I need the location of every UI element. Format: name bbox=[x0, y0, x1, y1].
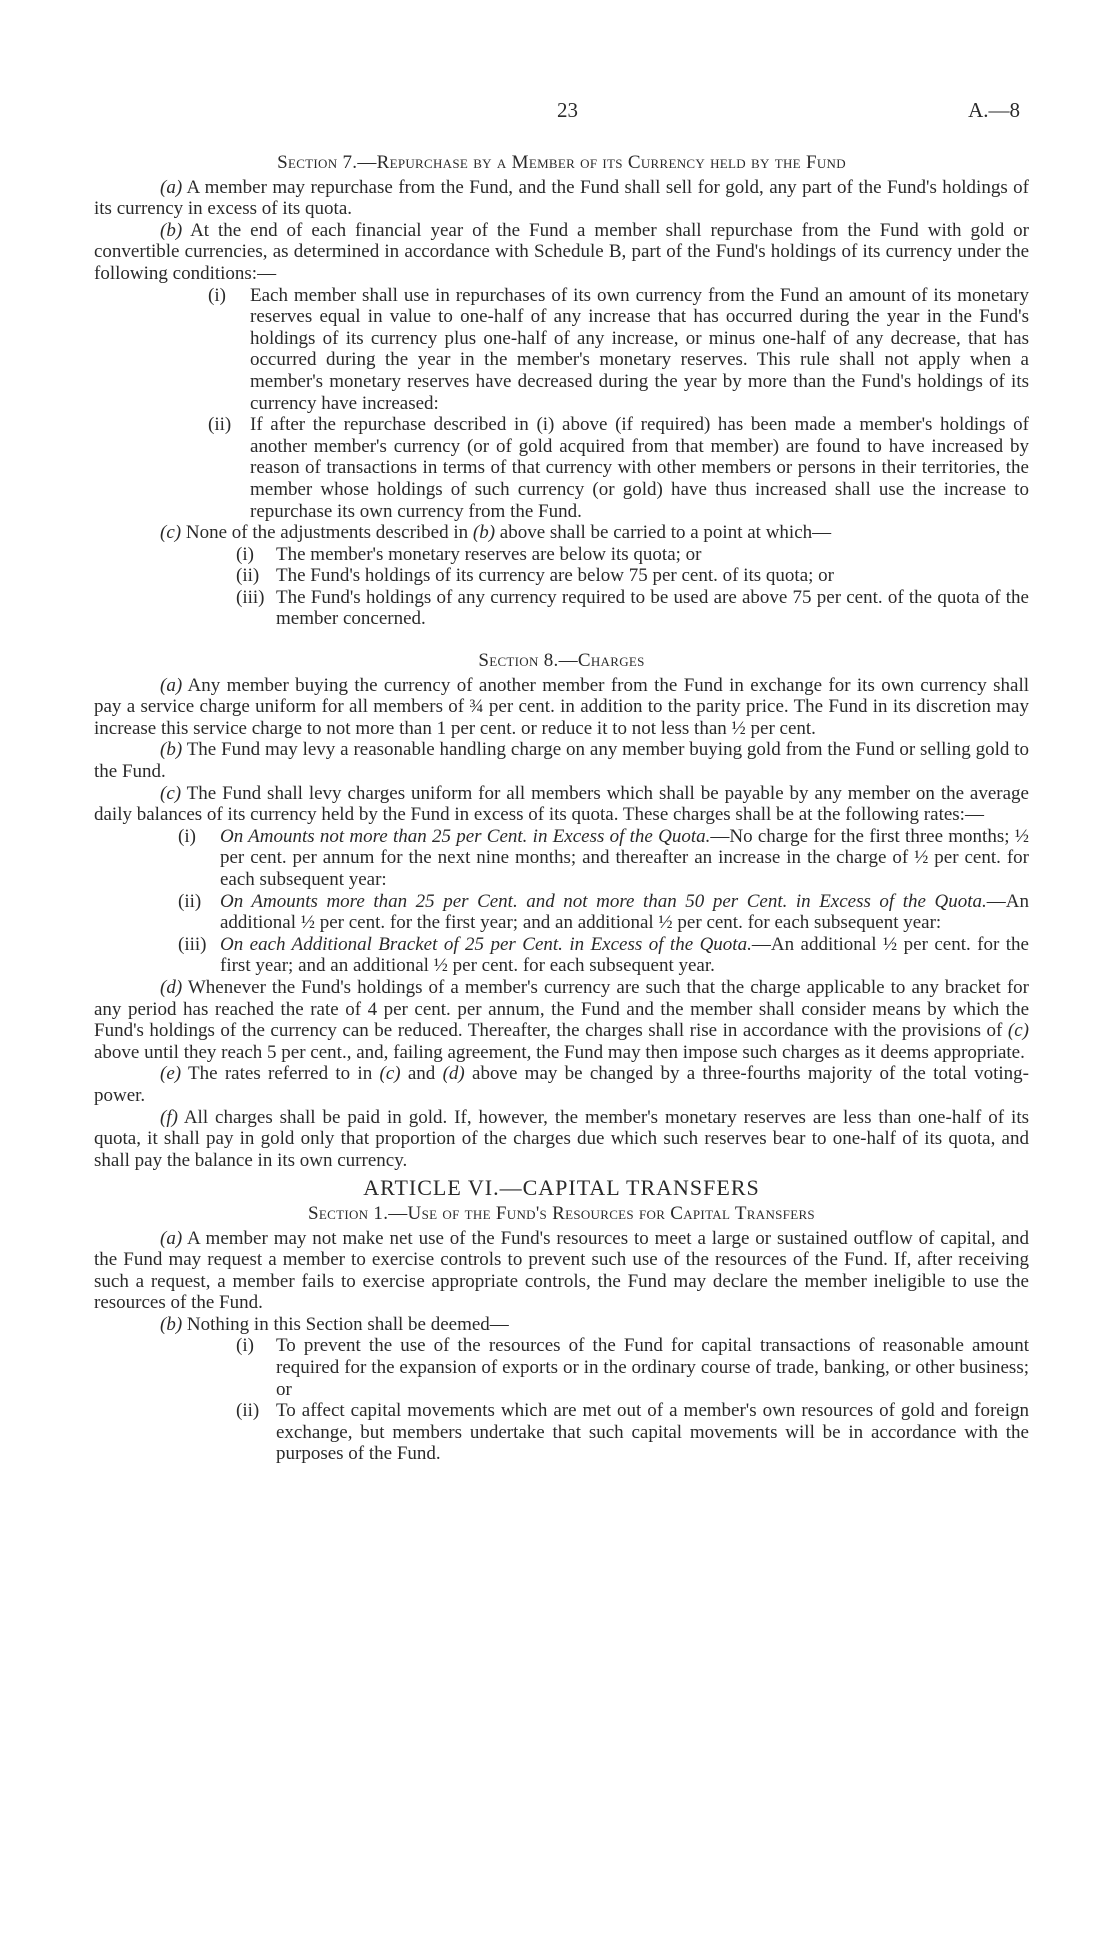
paragraph-text: All charges shall be paid in gold. If, however, the member's monetary reserves are less than one-half of its quota, it shall pay in gold only that proportion of the charges due which such reserves bear to one-half of its quota, and shall pay the balance in its own currency. bbox=[94, 1106, 1030, 1171]
item-text: —No charge for the first three months; ½ per cent. per annum for the next nine months; and thereafter an increase in the charge of ½ per cent. for each subsequent year: bbox=[220, 825, 1029, 890]
paragraph-text: The rates referred to in bbox=[188, 1063, 373, 1085]
paragraph-text: and bbox=[407, 1063, 436, 1085]
paragraph-label: (f) bbox=[160, 1106, 178, 1128]
article-6-paragraph-a bbox=[94, 1228, 1029, 1314]
item-text: Each member shall use in repurchases of its own currency from the Fund an amount of its monetary reserves equal in value to one-half of any increase that has occurred during the year in the Fund's holdings of its currency plus one-half of any increase, or minus one-half of any decrease, that has occurred during the year in the member's monetary reserves. This rule shall not apply when a member's monetary reserves have decreased during the year by more than the Fund's holdings of its currency have increased: bbox=[250, 284, 1029, 414]
section-7-heading: Section 7.—Repurchase by a Member of its Currency held by the Fund bbox=[277, 152, 846, 173]
paragraph-label: (c) bbox=[160, 782, 182, 804]
page-header bbox=[0, 98, 1114, 128]
article-6-b-item-ii bbox=[94, 1400, 1029, 1465]
item-label: (iii) bbox=[178, 933, 207, 955]
section-8-paragraph-a bbox=[94, 675, 1029, 740]
item-label: (i) bbox=[208, 284, 226, 306]
item-text: —An additional ½ per cent. for the first year; and an additional ½ per cent. for each subsequent year: bbox=[220, 890, 1029, 934]
cross-reference: (c) bbox=[1007, 1020, 1029, 1042]
cross-reference: (c) bbox=[379, 1063, 401, 1085]
item-text: The Fund's holdings of its currency are below 75 per cent. of its quota; or bbox=[276, 565, 834, 587]
section-8-paragraph-e bbox=[94, 1063, 1029, 1106]
paragraph-text: Whenever the Fund's holdings of a member's currency are such that the charge applicable to any bracket for any period has reached the rate of 4 per cent. per annum, the Fund and the member shall consider means by which the Fund's holdings of the currency can be reduced. Thereafter, the charges shall rise in accordance with the provisions of bbox=[94, 976, 1029, 1042]
section-8-c-item-iii bbox=[94, 934, 1029, 977]
section-7-paragraph-c bbox=[94, 522, 1029, 544]
item-title: On each Additional Bracket of 25 per Cent. in Excess of the Quota. bbox=[220, 933, 752, 955]
item-text: The member's monetary reserves are below its quota; or bbox=[276, 543, 702, 565]
article-6-section-1-heading: Section 1.—Use of the Fund's Resources for Capital Transfers bbox=[308, 1202, 815, 1224]
item-title: On Amounts more than 25 per Cent. and not more than 50 per Cent. in Excess of the Quota. bbox=[220, 890, 987, 912]
section-7-c-item-ii bbox=[94, 565, 1029, 587]
item-text: To affect capital movements which are met out of a member's own resources of gold and foreign exchange, but members undertake that such capital movements will be in accordance with the purposes of the Fund. bbox=[276, 1400, 1029, 1465]
section-8-c-item-ii bbox=[94, 891, 1029, 934]
paragraph-label: (a) bbox=[160, 1227, 183, 1249]
section-7-paragraph-b bbox=[94, 220, 1029, 285]
section-7-c-item-i bbox=[94, 544, 1029, 566]
item-label: (ii) bbox=[236, 565, 260, 587]
paragraph-text: A member may not make net use of the Fund's resources to meet a large or sustained outflow of capital, and the Fund may request a member to exercise controls to prevent such use of the resources of the Fund. If, after receiving such a request, a member fails to exercise appropriate controls, the Fund may declare the member ineligible to use the resources of the Fund. bbox=[94, 1227, 1029, 1314]
cross-reference: (b) bbox=[472, 522, 496, 544]
paragraph-text: At the end of each financial year of the Fund a member shall repurchase from the Fund with gold or convertible currencies, as determined in accordance with Schedule B, part of the Fund's holdings of its currency under the following conditions:— bbox=[94, 219, 1030, 284]
article-6-b-item-i bbox=[94, 1335, 1029, 1400]
paragraph-text: above until they reach 5 per cent., and, failing agreement, the Fund may then impose such charges as it deems appropriate. bbox=[94, 1041, 1025, 1063]
item-label: (i) bbox=[236, 1335, 254, 1357]
item-text: If after the repurchase described in (i) above (if required) has been made a member's holdings of another member's currency (or of gold acquired from that member) are found to have increased by reason of transactions in terms of that currency with other members or persons in their territories, the member whose holdings of such currency (or gold) have thus increased shall use the increase to repurchase its own currency from the Fund. bbox=[250, 414, 1029, 522]
paragraph-text: The Fund may levy a reasonable handling charge on any member buying gold from the Fund or selling gold to the Fund. bbox=[94, 739, 1029, 783]
item-text: To prevent the use of the resources of the Fund for capital transactions of reasonable amount required for the expansion of exports or in the ordinary course of trade, banking, or other business; or bbox=[276, 1335, 1029, 1400]
paragraph-label: (b) bbox=[160, 219, 183, 241]
paragraph-label: (d) bbox=[160, 976, 183, 998]
item-label: (ii) bbox=[178, 890, 202, 912]
item-label: (ii) bbox=[208, 414, 232, 436]
paragraph-label: (a) bbox=[160, 176, 183, 198]
section-7-b-item-ii bbox=[94, 414, 1029, 522]
section-8-paragraph-f bbox=[94, 1107, 1029, 1172]
item-label: (iii) bbox=[236, 586, 265, 608]
paragraph-text: A member may repurchase from the Fund, and the Fund shall sell for gold, any part of the Fund's holdings of its currency in excess of its quota. bbox=[94, 176, 1029, 220]
section-7-paragraph-a bbox=[94, 177, 1029, 220]
page-number: 23 bbox=[557, 98, 578, 122]
paragraph-label: (b) bbox=[160, 739, 183, 761]
item-label: (i) bbox=[178, 825, 196, 847]
paragraph-text: Any member buying the currency of another member from the Fund in exchange for its own currency shall pay a service charge uniform for all members of ¾ per cent. in addition to the parity price. The Fund in its discretion may increase this service charge to not more than 1 per cent. or reduce it to not less than ½ per cent. bbox=[94, 674, 1030, 739]
paragraph-label: (a) bbox=[160, 674, 183, 696]
cross-reference: (d) bbox=[442, 1063, 465, 1085]
item-title: On Amounts not more than 25 per Cent. in Excess of the Quota. bbox=[220, 825, 711, 847]
paragraph-text: The Fund shall levy charges uniform for all members which shall be payable by any member on the average daily balances of its currency held by the Fund in excess of its quota. These charges shall be at the following rates:— bbox=[94, 782, 1029, 826]
document-body bbox=[94, 148, 1029, 1465]
paragraph-label: (b) bbox=[160, 1313, 183, 1335]
item-label: (i) bbox=[236, 543, 254, 565]
item-label: (ii) bbox=[236, 1400, 260, 1422]
paragraph-label: (c) bbox=[160, 522, 182, 544]
section-8-c-item-i bbox=[94, 826, 1029, 891]
section-8-heading: Section 8.—Charges bbox=[478, 650, 645, 672]
item-text: The Fund's holdings of any currency required to be used are above 75 per cent. of the quota of the member concerned. bbox=[276, 586, 1029, 630]
paragraph-text: Nothing in this Section shall be deemed— bbox=[186, 1313, 509, 1335]
article-6-paragraph-b bbox=[94, 1314, 1029, 1336]
paragraph-label: (e) bbox=[160, 1063, 182, 1085]
item-text: —An additional ½ per cent. for the first year; and an additional ½ per cent. for each subsequent year. bbox=[220, 933, 1029, 977]
section-8-paragraph-b bbox=[94, 739, 1029, 782]
article-6-heading: ARTICLE VI.—CAPITAL TRANSFERS bbox=[363, 1175, 760, 1201]
section-8-paragraph-c bbox=[94, 783, 1029, 826]
paragraph-text: None of the adjustments described in bbox=[185, 522, 469, 544]
section-8-paragraph-d bbox=[94, 977, 1029, 1063]
paragraph-text: above shall be carried to a point at which— bbox=[499, 522, 832, 544]
document-reference: A.—8 bbox=[968, 98, 1020, 122]
section-7-c-item-iii bbox=[94, 587, 1029, 630]
section-7-b-item-i bbox=[94, 285, 1029, 415]
paragraph-text: above may be changed by a three-fourths majority of the total voting-power. bbox=[94, 1063, 1030, 1106]
